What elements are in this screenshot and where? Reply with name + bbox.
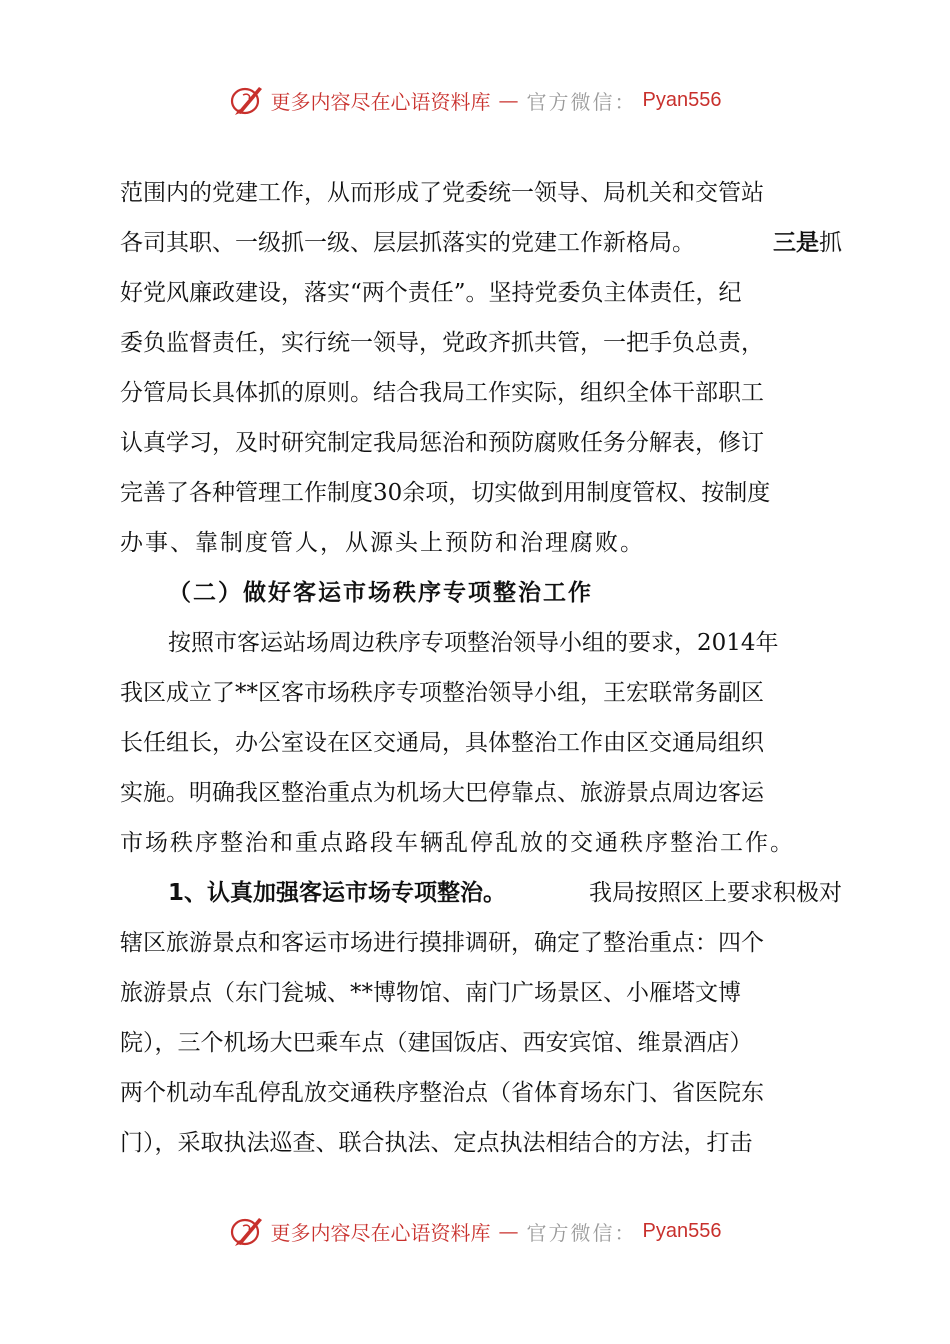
- bold-marker: 三是: [773, 230, 819, 256]
- line-text: 各司其职、一级抓一级、层层抓落实的党建工作新格局。: [120, 230, 695, 256]
- line-text: 分管局长具体抓的原则。结合我局工作实际，组织全体干部职工: [120, 380, 764, 406]
- text-line: [120, 518, 842, 568]
- banner-dash: —: [498, 1219, 519, 1243]
- banner-wechat-handle: Pyan556: [642, 1219, 722, 1242]
- text-line: [120, 868, 842, 918]
- line-text: 旅游景点（东门瓮城、**博物馆、南门广场景区、小雁塔文博: [120, 980, 741, 1006]
- text-line: [120, 918, 842, 968]
- banner-brand: 更多内容尽在心语资料库: [270, 1220, 491, 1245]
- text-line: [120, 818, 842, 868]
- line-text: 长任组长，办公室设在区交通局，具体整治工作由区交通局组织: [120, 730, 764, 756]
- line-text: 按照市客运站场周边秩序专项整治领导小组的要求，2014年: [168, 630, 779, 656]
- line-text: 辖区旅游景点和客运市场进行摸排调研，确定了整治重点：四个: [120, 930, 764, 956]
- banner-wechat-label: 官方微信：: [526, 89, 637, 114]
- text-line: [120, 468, 842, 518]
- line-text: 院），三个机场大巴乘车点（建国饭店、西安宾馆、维景酒店）: [120, 1030, 753, 1056]
- line-text: 好党风廉政建设，落实“两个责任”。坚持党委负主体责任，纪: [120, 280, 742, 306]
- item-number: 1、: [168, 880, 208, 906]
- text-line: [120, 268, 842, 318]
- line-text: 范围内的党建工作，从而形成了党委统一领导、局机关和交管站: [120, 180, 764, 206]
- text-line: [120, 1018, 842, 1068]
- text-line: [120, 718, 842, 768]
- text-line: [120, 1118, 842, 1168]
- item-title: 认真加强客运市场专项整治。: [207, 880, 507, 906]
- banner-wechat-label: 官方微信：: [526, 1220, 637, 1245]
- text-line: [120, 218, 842, 268]
- line-text: 门），采取执法巡查、联合执法、定点执法相结合的方法，打击: [120, 1130, 753, 1156]
- line-text: 两个机动车乱停乱放交通秩序整治点（省体育场东门、省医院东: [120, 1080, 764, 1106]
- section-heading: （二）做好客运市场秩序专项整治工作: [168, 580, 593, 606]
- quill-logo-icon: [229, 83, 265, 117]
- text-line: [120, 368, 842, 418]
- line-text: 完善了各种管理工作制度30余项，切实做到用制度管权、按制度: [120, 480, 771, 506]
- bottom-watermark-banner: [0, 1211, 950, 1251]
- line-text: 市场秩序整治和重点路段车辆乱停乱放的交通秩序整治工作。: [120, 830, 795, 856]
- line-text: 抓: [819, 230, 842, 256]
- top-watermark-banner: [0, 80, 950, 120]
- text-line: [120, 1068, 842, 1118]
- quill-logo-icon: [229, 1214, 265, 1248]
- text-line: [120, 168, 842, 218]
- banner-dash: —: [498, 88, 519, 112]
- banner-wechat-handle: Pyan556: [642, 88, 722, 111]
- banner-brand: 更多内容尽在心语资料库: [270, 89, 491, 114]
- text-line: [120, 418, 842, 468]
- line-text: 委负监督责任，实行统一领导，党政齐抓共管，一把手负总责，: [120, 330, 764, 356]
- document-body: [120, 168, 842, 1168]
- text-line: [120, 668, 842, 718]
- line-text: 我区成立了**区客市场秩序专项整治领导小组，王宏联常务副区: [120, 680, 764, 706]
- line-text: 我局按照区上要求积极对: [589, 880, 842, 906]
- text-line: [120, 318, 842, 368]
- text-line: [120, 618, 842, 668]
- line-text: 认真学习，及时研究制定我局惩治和预防腐败任务分解表，修订: [120, 430, 764, 456]
- line-text: 办事、靠制度管人，从源头上预防和治理腐败。: [120, 530, 645, 556]
- line-text: 实施。明确我区整治重点为机场大巴停靠点、旅游景点周边客运: [120, 780, 764, 806]
- text-line: [120, 968, 842, 1018]
- text-line: [120, 768, 842, 818]
